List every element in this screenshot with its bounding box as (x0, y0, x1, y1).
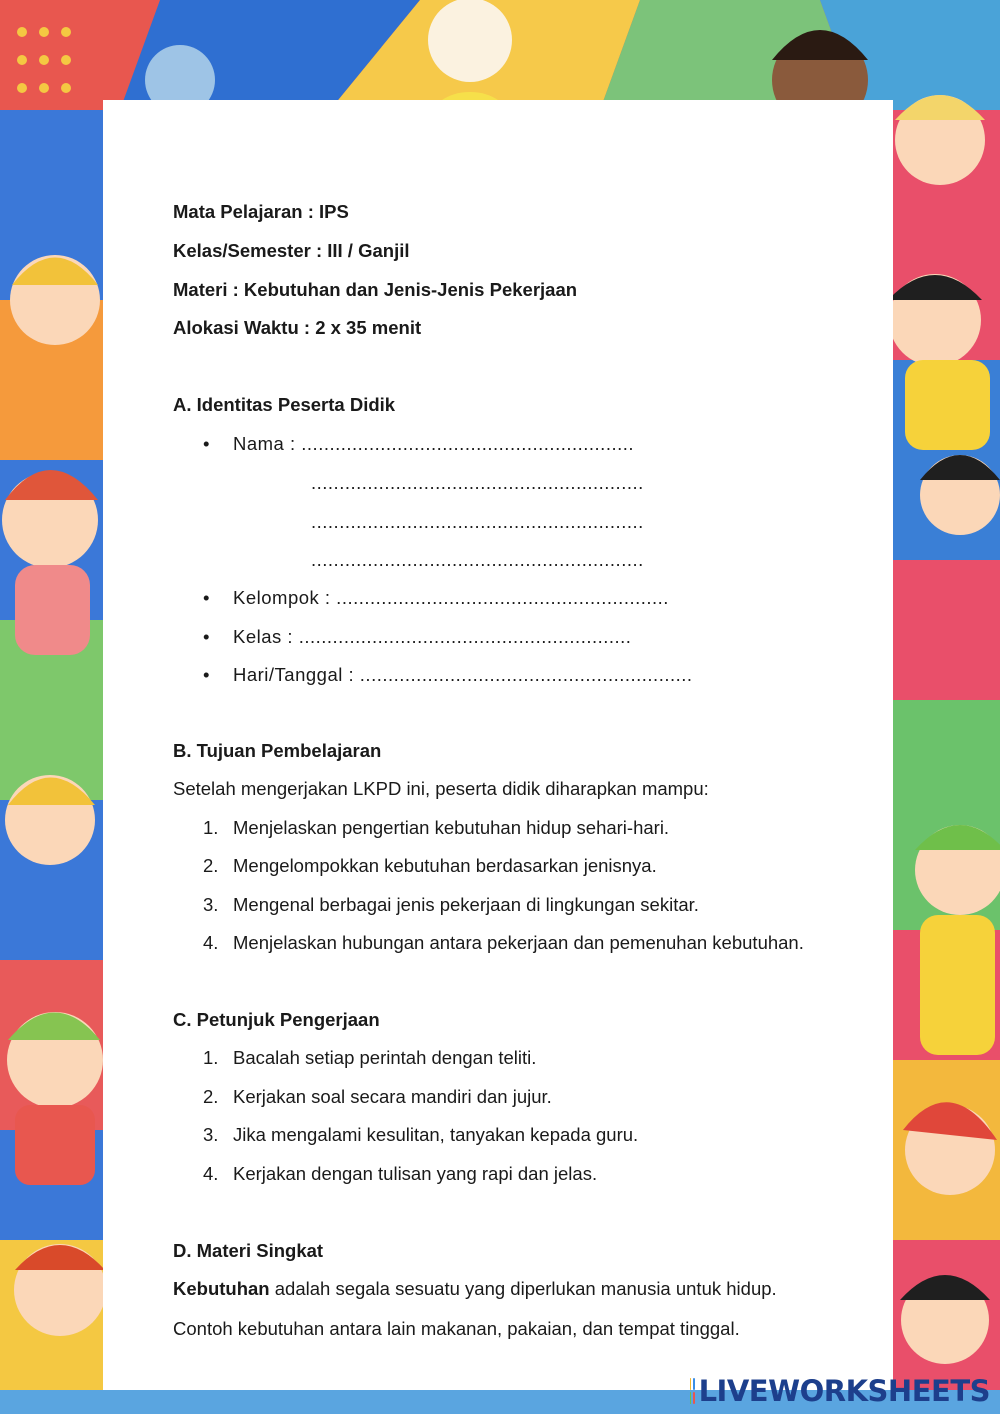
instruction-item: Bacalah setiap perintah dengan teliti. (233, 1047, 537, 1068)
section-a-title: A. Identitas Peserta Didik (173, 394, 396, 415)
definition-text: adalah segala sesuatu yang diperlukan manusia untuk hidup. (269, 1278, 777, 1299)
objective-item: Menjelaskan hubungan antara pekerjaan dan pemenuhan kebutuhan. (233, 932, 804, 953)
bullet-icon: • (203, 664, 210, 685)
name-field[interactable]: Nama : ........................................................... (233, 433, 635, 454)
section-d-title: D. Materi Singkat (173, 1240, 324, 1261)
list-number: 2. (203, 855, 219, 876)
list-number: 4. (203, 932, 219, 953)
time-allocation-line: Alokasi Waktu : 2 x 35 menit (173, 317, 422, 338)
class-field[interactable]: Kelas : ........................................................... (233, 626, 632, 647)
list-number: 1. (203, 817, 219, 838)
objective-item: Mengenal berbagai jenis pekerjaan di lingkungan sekitar. (233, 894, 699, 915)
list-number: 3. (203, 1124, 219, 1145)
definition-term: Kebutuhan (173, 1278, 270, 1299)
section-c-title: C. Petunjuk Pengerjaan (173, 1009, 380, 1030)
liveworksheets-icon (690, 1378, 695, 1404)
bullet-icon: • (203, 433, 210, 454)
list-number: 4. (203, 1163, 219, 1184)
instruction-item: Kerjakan soal secara mandiri dan jujur. (233, 1086, 552, 1107)
instruction-item: Jika mengalami kesulitan, tanyakan kepada guru. (233, 1124, 639, 1145)
section-b-title: B. Tujuan Pembelajaran (173, 740, 382, 761)
bullet-icon: • (203, 626, 210, 647)
date-field[interactable]: Hari/Tanggal : ........................................................... (233, 664, 693, 685)
instruction-item: Kerjakan dengan tulisan yang rapi dan jelas. (233, 1163, 598, 1184)
name-field-line-3[interactable]: ........................................................... (311, 511, 644, 532)
example-line: Contoh kebutuhan antara lain makanan, pakaian, dan tempat tinggal. (173, 1318, 740, 1339)
list-number: 1. (203, 1047, 219, 1068)
liveworksheets-wordmark: LIVEWORKSHEETS (698, 1374, 990, 1408)
definition-line (173, 1278, 777, 1300)
topic-line: Materi : Kebutuhan dan Jenis-Jenis Pekerjaan (173, 279, 578, 300)
class-semester-line: Kelas/Semester : III / Ganjil (173, 240, 410, 261)
list-number: 2. (203, 1086, 219, 1107)
group-field[interactable]: Kelompok : ........................................................... (233, 587, 669, 608)
objective-item: Menjelaskan pengertian kebutuhan hidup sehari-hari. (233, 817, 670, 838)
subject-line: Mata Pelajaran : IPS (173, 201, 349, 222)
name-field-line-2[interactable]: ........................................................... (311, 472, 644, 493)
section-b-intro: Setelah mengerjakan LKPD ini, peserta didik diharapkan mampu: (173, 778, 709, 799)
objective-item: Mengelompokkan kebutuhan berdasarkan jenisnya. (233, 855, 657, 876)
list-number: 3. (203, 894, 219, 915)
bullet-icon: • (203, 587, 210, 608)
liveworksheets-logo (690, 1373, 990, 1409)
name-field-line-4[interactable]: ........................................................... (311, 549, 644, 570)
